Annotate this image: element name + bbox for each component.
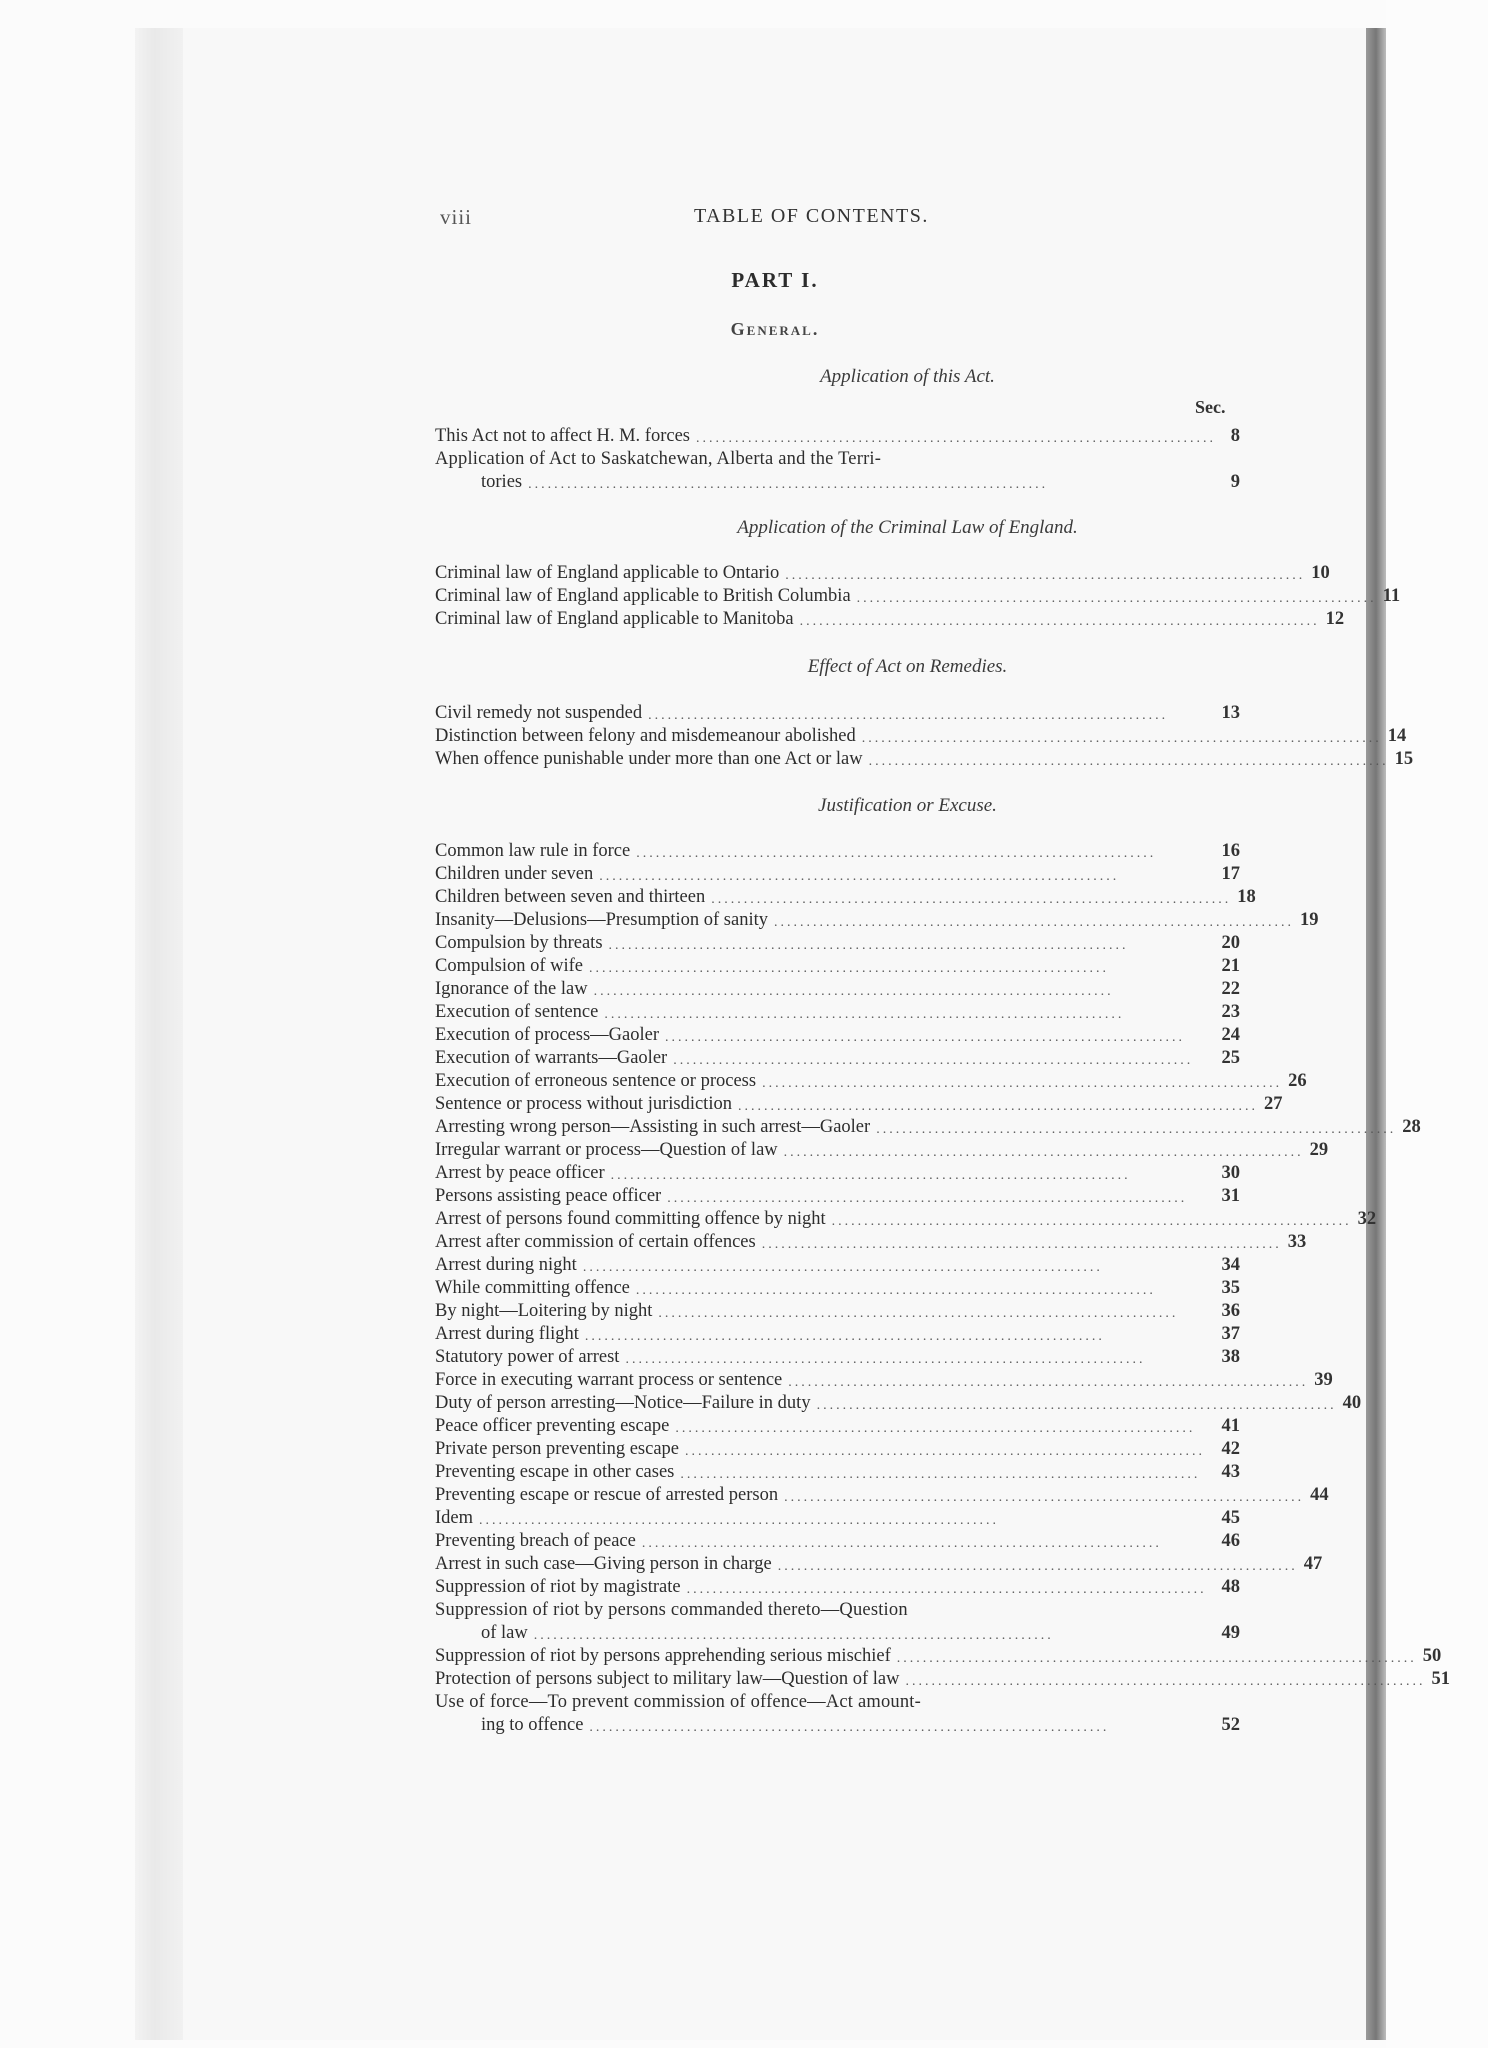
toc-entry (435, 1576, 1240, 1599)
toc-entry-label: Arrest in such case—Giving person in charge (435, 1554, 772, 1574)
toc-entry-section-number: 25 (1221, 1048, 1240, 1068)
toc-entry-section-number: 44 (1310, 1485, 1329, 1505)
toc-entry-section-number: 20 (1221, 933, 1240, 953)
toc-entry-section-number: 9 (1230, 472, 1240, 492)
toc-entry-label: Arrest during flight (435, 1324, 579, 1344)
toc-entry-label: Duty of person arresting—Notice—Failure in duty (435, 1393, 811, 1413)
dot-leader: ................................................................................ (675, 1421, 1196, 1436)
toc-entry (435, 863, 1240, 886)
toc-entry-label: Distinction between felony and misdemeanour abolished (435, 726, 856, 746)
toc-entry-section-number: 47 (1303, 1554, 1323, 1574)
toc-entry (435, 725, 1407, 748)
toc-entry-section-number: 22 (1221, 979, 1240, 999)
dot-leader: ................................................................................ (816, 1398, 1337, 1413)
toc-entry-section-number: 50 (1422, 1646, 1442, 1666)
toc-entry-label-continued: tories (481, 472, 523, 492)
toc-entry (435, 585, 1401, 608)
toc-entry (435, 562, 1330, 585)
toc-entry-label: Suppression of riot by persons commanded thereto—Question (435, 1600, 908, 1620)
toc-entry-section-number: 13 (1221, 703, 1240, 723)
toc-entry-label: Common law rule in force (435, 841, 631, 861)
toc-entry (435, 955, 1240, 978)
toc-entry-section-number: 41 (1221, 1416, 1240, 1436)
toc-entry-section-number: 18 (1237, 887, 1256, 907)
toc-entry-label: Application of Act to Saskatchewan, Alberta and the Terri- (435, 449, 882, 469)
toc-entry (435, 840, 1240, 863)
toc-entry (435, 932, 1240, 955)
toc-entry-label: Arrest of persons found committing offence by night (435, 1209, 826, 1229)
dot-leader: ................................................................................ (479, 1513, 1000, 1528)
toc-entry-label: Ignorance of the law (435, 979, 588, 999)
dot-leader: ................................................................................ (589, 961, 1109, 976)
toc-entry-section-number: 16 (1221, 841, 1240, 861)
toc-entry (435, 1070, 1307, 1093)
part-title: PART I. (731, 268, 819, 292)
toc-entry (435, 1277, 1240, 1300)
toc-entry (435, 748, 1414, 771)
toc-entry (435, 1507, 1240, 1530)
dot-leader: ................................................................................ (625, 1352, 1146, 1367)
toc-entry-label: Statutory power of arrest (435, 1347, 620, 1367)
toc-entry-section-number: 15 (1394, 749, 1414, 769)
dot-leader: ................................................................................ (673, 1053, 1194, 1068)
dot-leader: ................................................................................ (667, 1191, 1188, 1206)
toc-entry-section-number: 29 (1309, 1140, 1329, 1160)
toc-entry-section-number: 14 (1387, 726, 1407, 746)
toc-entry-section-number: 12 (1325, 609, 1345, 629)
dot-leader: ................................................................................ (737, 1099, 1258, 1114)
toc-entry (435, 1369, 1333, 1392)
toc-entry-section-number: 34 (1221, 1255, 1240, 1275)
toc-entry-section-number: 45 (1221, 1508, 1240, 1528)
dot-leader: ................................................................................ (783, 1145, 1304, 1160)
toc-entry-section-number: 19 (1299, 910, 1319, 930)
toc-entry-label: By night—Loitering by night (435, 1301, 653, 1321)
toc-entry-section-number: 32 (1357, 1209, 1377, 1229)
page-folio: viii (440, 205, 473, 229)
dot-leader: ................................................................................ (685, 1444, 1206, 1459)
dot-leader: ................................................................................ (686, 1582, 1207, 1597)
toc-entry-section-number: 40 (1342, 1393, 1362, 1413)
dot-leader: ................................................................................ (711, 892, 1232, 907)
toc-entry (435, 1001, 1240, 1024)
toc-entry-label: Execution of sentence (435, 1002, 599, 1022)
section-heading: Application of the Criminal Law of England. (737, 517, 1078, 538)
toc-entry-section-number: 17 (1221, 864, 1240, 884)
dot-leader: ................................................................................ (761, 1237, 1282, 1252)
toc-entry (435, 1668, 1450, 1691)
dot-leader: ................................................................................ (856, 591, 1377, 606)
dot-leader: ................................................................................ (584, 1329, 1105, 1344)
toc-entry-label: This Act not to affect H. M. forces (435, 426, 690, 446)
toc-entry (435, 909, 1319, 932)
toc-entry-label: Criminal law of England applicable to Ontario (435, 563, 780, 583)
toc-entry-section-number: 27 (1263, 1094, 1283, 1114)
toc-entry-label: Execution of process—Gaoler (435, 1025, 659, 1045)
toc-entry-section-number: 51 (1431, 1669, 1450, 1689)
toc-entry-label: Execution of erroneous sentence or process (435, 1071, 757, 1091)
toc-entry (435, 608, 1345, 631)
toc-entry (435, 1438, 1240, 1461)
dot-leader: ................................................................................ (788, 1375, 1309, 1390)
dot-leader: ................................................................................ (762, 1076, 1283, 1091)
dot-leader: ................................................................................ (641, 1536, 1162, 1551)
toc-entry-section-number: 42 (1221, 1439, 1240, 1459)
toc-entry-label: Protection of persons subject to military law—Question of law (435, 1669, 900, 1689)
toc-entry (435, 1645, 1442, 1668)
section-heading: Effect of Act on Remedies. (807, 656, 1008, 677)
toc-entry-label: Execution of warrants—Gaoler (435, 1048, 668, 1068)
toc-entry-label: Private person preventing escape (435, 1439, 680, 1459)
dot-leader: ................................................................................ (533, 1628, 1054, 1643)
toc-entry-section-number: 8 (1230, 426, 1240, 446)
toc-entry-section-number: 33 (1287, 1232, 1307, 1252)
toc-entry-label: Preventing escape or rescue of arrested person (435, 1485, 779, 1505)
toc-entry-label: Criminal law of England applicable to British Columbia (435, 586, 851, 606)
toc-entry-label: Children under seven (435, 864, 594, 884)
dot-leader: ................................................................................ (528, 477, 1049, 492)
toc-entry-section-number: 46 (1221, 1531, 1240, 1551)
toc-entry-label: Children between seven and thirteen (435, 887, 706, 907)
toc-entry (435, 1323, 1240, 1346)
section-heading: Application of this Act. (820, 366, 995, 387)
toc-entry (435, 1553, 1323, 1576)
dot-leader: ................................................................................ (696, 431, 1216, 446)
toc-entry-section-number: 21 (1221, 956, 1240, 976)
dot-leader: ................................................................................ (658, 1306, 1179, 1321)
toc-entry (435, 1599, 1240, 1645)
toc-entry (435, 448, 1240, 494)
toc-entry-label: Suppression of riot by persons apprehending serious mischief (435, 1646, 891, 1666)
toc-entry-section-number: 48 (1221, 1577, 1240, 1597)
toc-entry-label: Idem (435, 1508, 474, 1528)
toc-entry (435, 1346, 1240, 1369)
toc-entry (435, 1691, 1240, 1737)
toc-entry (435, 1024, 1240, 1047)
toc-entry-label: Persons assisting peace officer (435, 1186, 662, 1206)
dot-leader: ................................................................................ (664, 1030, 1185, 1045)
division-title: General. (730, 319, 820, 339)
toc-entry (435, 1231, 1307, 1254)
toc-entry-label: Insanity—Delusions—Presumption of sanity (435, 910, 768, 930)
toc-entry (435, 1093, 1283, 1116)
toc-entry (435, 1300, 1240, 1323)
dot-leader: ................................................................................ (608, 938, 1129, 953)
toc-entry (435, 1254, 1240, 1277)
dot-leader: ................................................................................ (582, 1260, 1103, 1275)
toc-entry (435, 425, 1240, 448)
toc-entry (435, 978, 1240, 1001)
dot-leader: ................................................................................ (861, 731, 1382, 746)
toc-entry (435, 1530, 1240, 1553)
toc-entry-section-number: 30 (1221, 1163, 1240, 1183)
toc-entry-label: Arrest by peace officer (435, 1163, 605, 1183)
toc-entry-label: Criminal law of England applicable to Manitoba (435, 609, 794, 629)
toc-entry (435, 1185, 1240, 1208)
toc-entry-section-number: 39 (1314, 1370, 1333, 1390)
toc-entry-label: Irregular warrant or process—Question of law (435, 1140, 778, 1160)
toc-entry-section-number: 43 (1221, 1462, 1240, 1482)
section-heading: Justification or Excuse. (818, 795, 997, 816)
toc-entry (435, 1461, 1240, 1484)
toc-entry-section-number: 35 (1221, 1278, 1240, 1298)
toc-entry-section-number: 24 (1221, 1025, 1240, 1045)
toc-entry (435, 886, 1256, 909)
toc-entry (435, 1484, 1329, 1507)
toc-entry-section-number: 10 (1311, 563, 1330, 583)
toc-entry-section-number: 31 (1221, 1186, 1240, 1206)
toc-entry (435, 702, 1240, 725)
dot-leader: ................................................................................ (831, 1214, 1352, 1229)
toc-entry-label: Preventing escape in other cases (435, 1462, 675, 1482)
toc-entry-label: Arrest after commission of certain offences (435, 1232, 756, 1252)
toc-entry-label: Sentence or process without jurisdiction (435, 1094, 732, 1114)
dot-leader: ................................................................................ (876, 1122, 1397, 1137)
toc-entry-label: Arrest during night (435, 1255, 577, 1275)
toc-entry-label: Peace officer preventing escape (435, 1416, 670, 1436)
dot-leader: ................................................................................ (648, 708, 1169, 723)
dot-leader: ................................................................................ (799, 614, 1320, 629)
dot-leader: ................................................................................ (604, 1007, 1125, 1022)
toc-entry-label: Arresting wrong person—Assisting in such arrest—Gaoler (435, 1117, 871, 1137)
toc-entry-label: Civil remedy not suspended (435, 703, 643, 723)
dot-leader: ................................................................................ (773, 915, 1294, 930)
toc-entry-section-number: 38 (1221, 1347, 1240, 1367)
toc-entry (435, 1047, 1240, 1070)
dot-leader: ................................................................................ (868, 754, 1389, 769)
dot-leader: ................................................................................ (777, 1559, 1298, 1574)
toc-entry-section-number: 26 (1288, 1071, 1307, 1091)
dot-leader: ................................................................................ (680, 1467, 1201, 1482)
toc-entry-label: While committing offence (435, 1278, 630, 1298)
toc-entry-section-number: 11 (1382, 586, 1401, 606)
toc-entry-label: Use of force—To prevent commission of offence—Act amount- (435, 1692, 921, 1712)
toc-entry-label: Compulsion by threats (435, 933, 603, 953)
toc-entry-label: Force in executing warrant process or sentence (435, 1370, 783, 1390)
toc-entry (435, 1116, 1421, 1139)
dot-leader: ................................................................................ (635, 1283, 1156, 1298)
dot-leader: ................................................................................ (599, 869, 1120, 884)
toc-entry-section-number: 36 (1221, 1301, 1240, 1321)
sec-column-label: Sec. (1195, 397, 1226, 417)
toc-entry-section-number: 52 (1221, 1715, 1240, 1735)
toc-entry (435, 1392, 1362, 1415)
dot-leader: ................................................................................ (636, 846, 1157, 861)
toc-entry-label-continued: of law (481, 1623, 528, 1643)
dot-leader: ................................................................................ (896, 1651, 1417, 1666)
running-head: TABLE OF CONTENTS. (694, 205, 929, 227)
dot-leader: ................................................................................ (593, 984, 1114, 999)
toc-entry (435, 1208, 1377, 1231)
dot-leader: ................................................................................ (785, 568, 1306, 583)
toc-entry-section-number: 28 (1402, 1117, 1421, 1137)
margin-background (1386, 0, 1488, 2048)
dot-leader: ................................................................................ (784, 1490, 1305, 1505)
toc-entry (435, 1139, 1329, 1162)
dot-leader: ................................................................................ (589, 1720, 1110, 1735)
toc-entry-label: Compulsion of wife (435, 956, 583, 976)
toc-entry-label: When offence punishable under more than one Act or law (435, 749, 863, 769)
toc-entry-section-number: 49 (1221, 1623, 1240, 1643)
toc-entry (435, 1162, 1240, 1185)
dot-leader: ................................................................................ (610, 1168, 1131, 1183)
toc-entry-section-number: 23 (1221, 1002, 1240, 1022)
toc-entry-label: Preventing breach of peace (435, 1531, 636, 1551)
toc-entry-section-number: 37 (1221, 1324, 1240, 1344)
toc-entry (435, 1415, 1240, 1438)
toc-entry-label-continued: ing to offence (481, 1715, 584, 1735)
toc-entry-label: Suppression of riot by magistrate (435, 1577, 681, 1597)
dot-leader: ................................................................................ (905, 1674, 1426, 1689)
